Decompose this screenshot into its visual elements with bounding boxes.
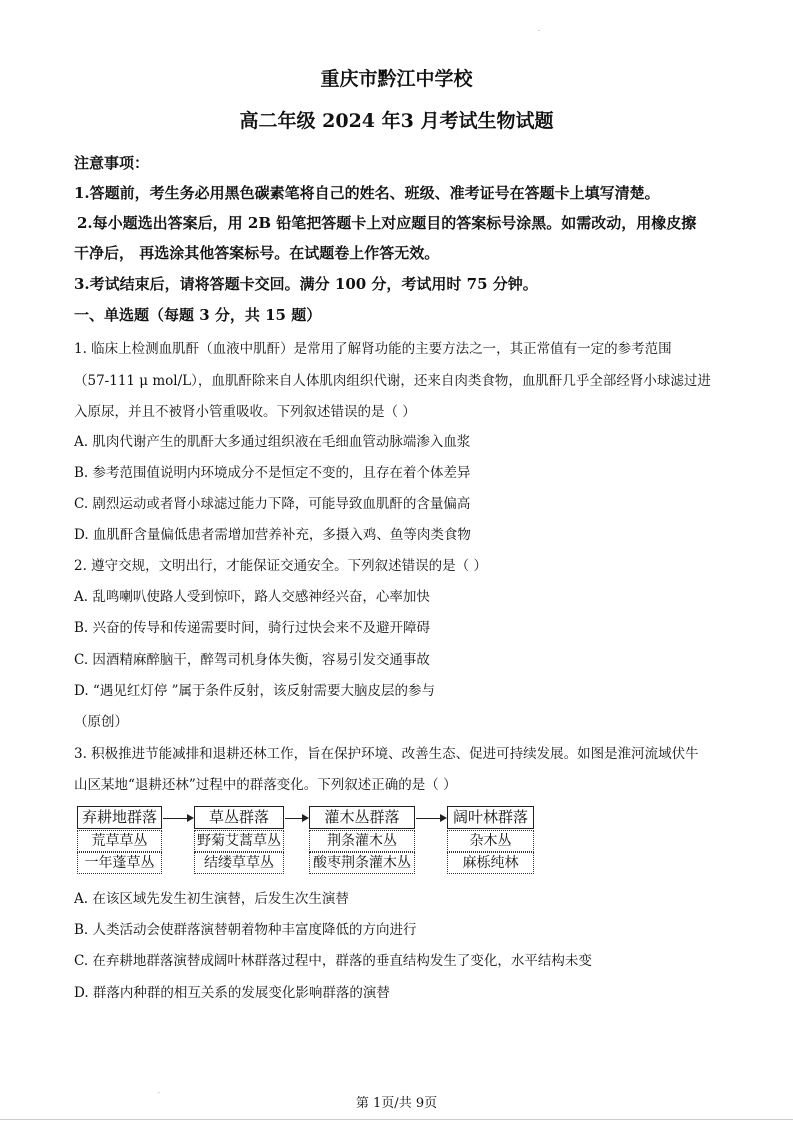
q2-option-a: A. 乱鸣喇叭使路人受到惊吓，路人交感神经兴奋，心率加快 xyxy=(74,589,430,605)
stage-sub-box: 荆条灌木丛 xyxy=(309,830,415,852)
notice-item-2-cont: 干净后， 再选涂其他答案标号。在试题卷上作答无效。 xyxy=(74,244,440,262)
q3-stem-line-2: 山区某地“退耕还林”过程中的群落变化。下列叙述正确的是（ ） xyxy=(74,777,457,793)
q1-option-a: A. 肌肉代谢产生的肌酐大多通过组织液在毛细血管动脉端渗入血浆 xyxy=(74,434,471,450)
q1-stem-line-2: （57-111 μ mol/L），血肌酐除来自人体肌肉组织代谢，还来自肉类食物，血肌酐几乎全部经肾小球滤过进 xyxy=(74,373,711,389)
school-title: 重庆市黔江中学校 xyxy=(320,68,473,90)
stage-sub-box: 荒草草丛 xyxy=(77,830,162,852)
stage-sub-box: 酸枣荆条灌木丛 xyxy=(309,852,415,874)
arrow-right-icon xyxy=(416,818,445,819)
stage-sub-box: 结缕草草丛 xyxy=(194,852,284,874)
q2-option-b: B. 兴奋的传导和传递需要时间，骑行过快会来不及避开障碍 xyxy=(74,620,431,636)
q1-option-c: C. 剧烈运动或者肾小球滤过能力下降，可能导致血肌酐的含量偏高 xyxy=(74,496,471,512)
notice-item-2: 2.每小题选出答案后，用 2B 铅笔把答题卡上对应题目的答案标号涂黑。如需改动，用橡皮擦 xyxy=(77,214,697,232)
q2-option-c: C. 因酒精麻醉脑干，醉驾司机身体失衡，容易引发交通事故 xyxy=(74,652,430,668)
q3-option-d: D. 群落内种群的相互关系的发展变化影响群落的演替 xyxy=(74,985,390,1001)
section-heading: 一、单选题（每题 3 分，共 15 题） xyxy=(74,306,322,324)
q3-option-c: C. 在弃耕地群落演替成阔叶林群落过程中，群落的垂直结构发生了变化，水平结构未变 xyxy=(74,953,592,969)
q1-stem-line-1: 1. 临床上检测血肌酐（血液中肌酐）是常用了解肾功能的主要方法之一，其正常值有一定的参考范围 xyxy=(74,341,672,357)
stage-box-grass: 草丛群落 xyxy=(194,806,284,829)
stage-sub-box: 麻栎纯林 xyxy=(447,852,534,874)
arrow-right-icon xyxy=(285,818,307,819)
notice-item-3: 3.考试结束后，请将答题卡交回。满分 100 分，考试用时 75 分钟。 xyxy=(74,275,538,293)
footer-divider xyxy=(0,1119,793,1120)
arrow-right-icon xyxy=(163,818,192,819)
bottom-dot: · xyxy=(158,1090,160,1097)
stage-sub-box: 一年蓬草丛 xyxy=(77,852,162,874)
exam-title: 高二年级 2024 年3 月考试生物试题 xyxy=(239,110,554,132)
top-dot: · xyxy=(538,28,540,35)
stage-box-abandoned-farmland: 弃耕地群落 xyxy=(77,806,162,829)
page-number: 第 1页/共 9页 xyxy=(355,1096,438,1111)
q1-option-d: D. 血肌酐含量偏低患者需增加营养补充，多摄入鸡、鱼等肉类食物 xyxy=(74,527,471,543)
notice-item-1: 1.答题前，考生务必用黑色碳素笔将自己的姓名、班级、准考证号在答题卡上填写清楚。 xyxy=(74,184,660,202)
notice-heading: 注意事项： xyxy=(74,154,150,172)
q2-stem: 2. 遵守交规，文明出行，才能保证交通安全。下列叙述错误的是（ ） xyxy=(74,558,487,574)
stage-sub-box: 野菊艾蒿草丛 xyxy=(194,830,284,852)
q1-stem-line-3: 入原尿，并且不被肾小管重吸收。下列叙述错误的是（ ） xyxy=(74,404,416,420)
q1-option-b: B. 参考范围值说明内环境成分不是恒定不变的，且存在着个体差异 xyxy=(74,465,471,481)
q2-note: （原创） xyxy=(74,714,128,730)
q3-stem-line-1: 3. 积极推进节能减排和退耕还林工作，旨在保护环境、改善生态、促进可持续发展。如图是淮河流域伏牛 xyxy=(74,746,699,762)
q3-option-a: A. 在该区域先发生初生演替，后发生次生演替 xyxy=(74,891,349,907)
q2-option-d: D. “遇见红灯停 ”属于条件反射，该反射需要大脑皮层的参与 xyxy=(74,683,436,699)
q3-option-b: B. 人类活动会使群落演替朝着物种丰富度降低的方向进行 xyxy=(74,922,417,938)
stage-sub-box: 杂木丛 xyxy=(447,830,534,852)
stage-box-shrub: 灌木丛群落 xyxy=(309,806,415,829)
stage-box-broadleaf-forest: 阔叶林群落 xyxy=(447,806,534,829)
